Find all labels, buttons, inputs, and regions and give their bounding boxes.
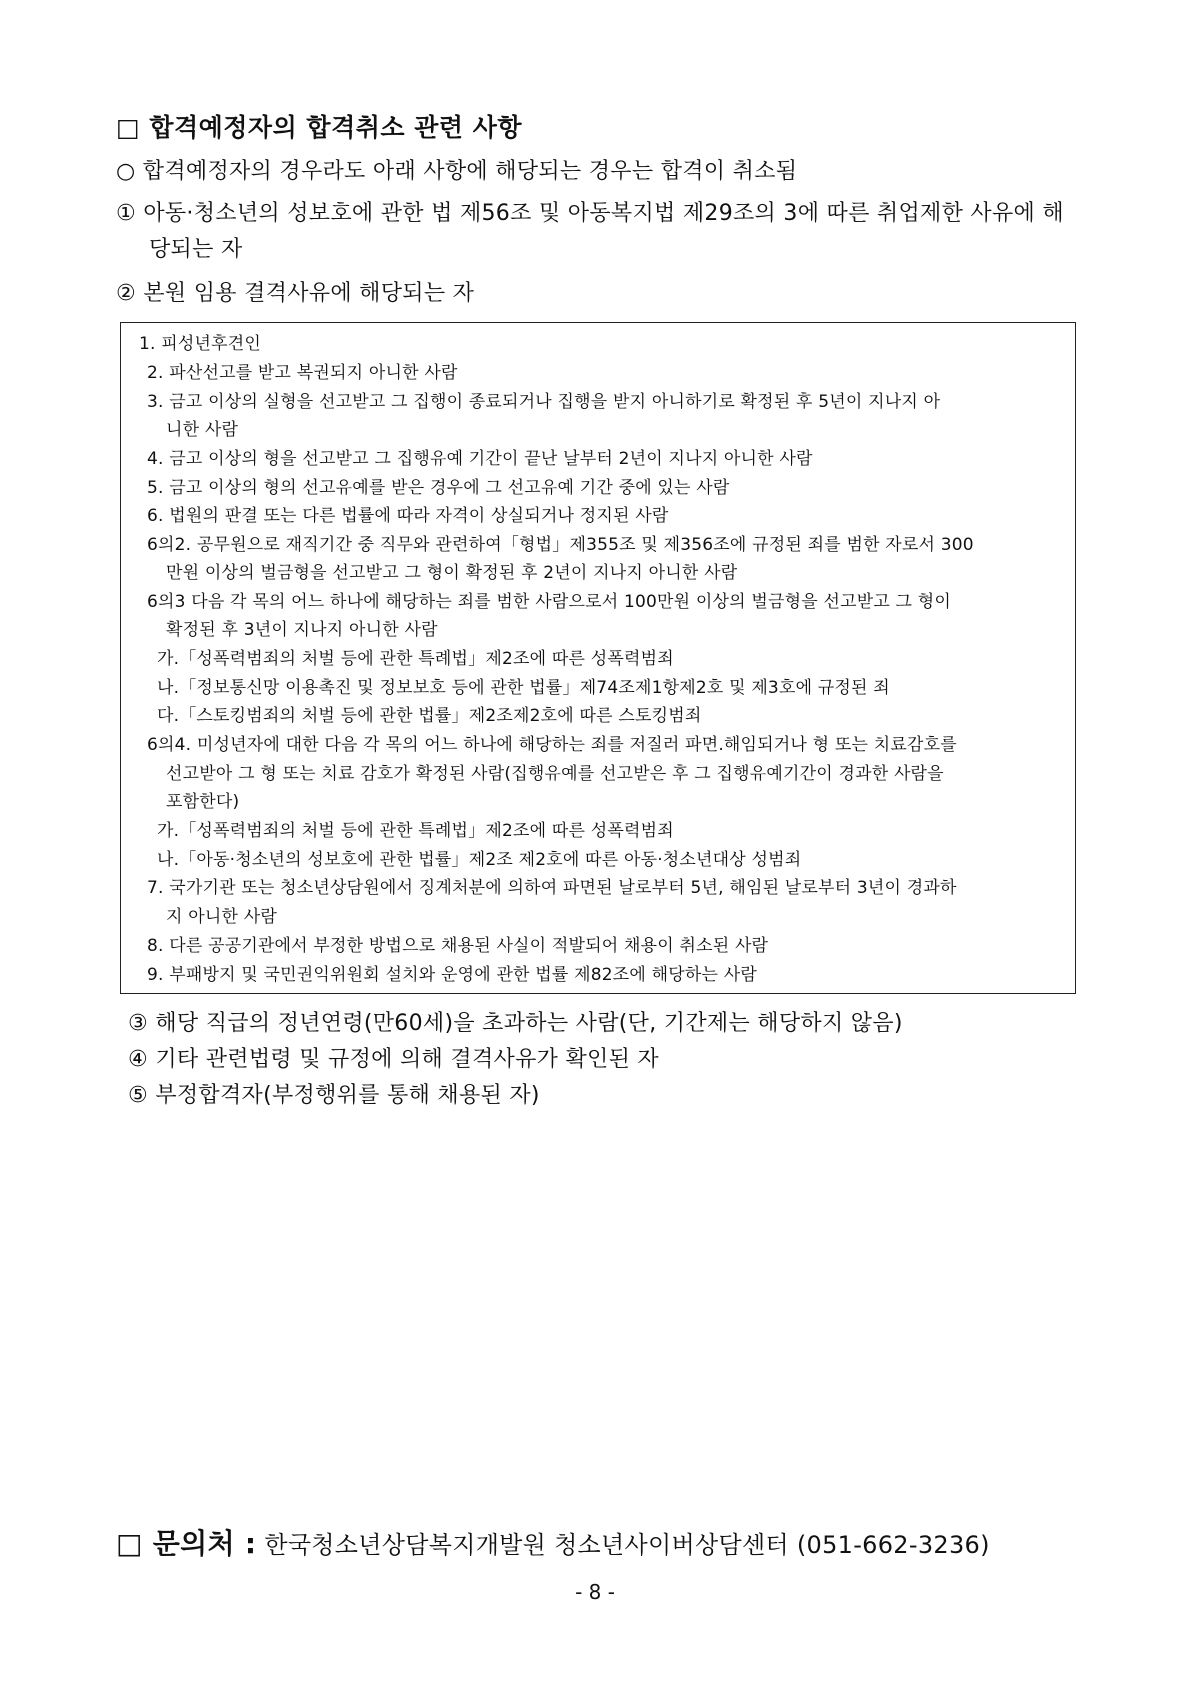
box-line: 니한 사람 bbox=[166, 420, 239, 440]
box-line: 5. 금고 이상의 형의 선고유예를 받은 경우에 그 선고유예 기간 중에 있는 사람 bbox=[147, 478, 730, 498]
item-1-line-1: ① 아동·청소년의 성보호에 관한 법 제56조 및 아동복지법 제29조의 3에 따른 취업제한 사유에 해 bbox=[116, 201, 1064, 226]
box-line: 9. 부패방지 및 국민권익위원회 설치와 운영에 관한 법률 제82조에 해당하는 사람 bbox=[147, 965, 757, 985]
box-line: 지 아니한 사람 bbox=[166, 907, 277, 927]
box-line: 가.「성폭력범죄의 처벌 등에 관한 특례법」제2조에 따른 성폭력범죄 bbox=[157, 821, 674, 841]
item-1-line-2: 당되는 자 bbox=[149, 237, 243, 262]
contact-info bbox=[116, 1522, 990, 1562]
item-3: ③ 해당 직급의 정년연령(만60세)을 초과하는 사람(단, 기간제는 해당하지 않음) bbox=[128, 1011, 903, 1036]
contact-label: □ 문의처 : bbox=[116, 1527, 257, 1560]
item-5: ⑤ 부정합격자(부정행위를 통해 채용된 자) bbox=[128, 1083, 540, 1108]
box-line: 2. 파산선고를 받고 복권되지 아니한 사람 bbox=[147, 363, 458, 383]
box-line: 나.「아동·청소년의 성보호에 관한 법률」제2조 제2호에 따른 아동·청소년대상 성범죄 bbox=[157, 850, 802, 870]
box-line: 나.「정보통신망 이용촉진 및 정보보호 등에 관한 법률」제74조제1항제2호 및 제3호에 규정된 죄 bbox=[157, 678, 890, 698]
box-line: 가.「성폭력범죄의 처벌 등에 관한 특례법」제2조에 따른 성폭력범죄 bbox=[157, 649, 674, 669]
contact-value: 한국청소년상담복지개발원 청소년사이버상담센터 (051-662-3236) bbox=[256, 1531, 990, 1559]
page-number: - 8 - bbox=[575, 1580, 615, 1604]
box-line: 4. 금고 이상의 형을 선고받고 그 집행유예 기간이 끝난 날부터 2년이 지나지 아니한 사람 bbox=[147, 449, 813, 469]
box-line: 만원 이상의 벌금형을 선고받고 그 형이 확정된 후 2년이 지나지 아니한 사람 bbox=[166, 563, 738, 583]
box-line: 3. 금고 이상의 실형을 선고받고 그 집행이 종료되거나 집행을 받지 아니하기로 확정된 후 5년이 지나지 아 bbox=[147, 392, 941, 412]
box-line: 다.「스토킹범죄의 처벌 등에 관한 법률」제2조제2호에 따른 스토킹범죄 bbox=[157, 706, 702, 726]
cancellation-notice: ○ 합격예정자의 경우라도 아래 사항에 해당되는 경우는 합격이 취소됨 bbox=[116, 159, 798, 184]
box-line: 8. 다른 공공기관에서 부정한 방법으로 채용된 사실이 적발되어 채용이 취소된 사람 bbox=[147, 936, 769, 956]
item-4: ④ 기타 관련법령 및 규정에 의해 결격사유가 확인된 자 bbox=[128, 1047, 659, 1072]
section-title: □ 합격예정자의 합격취소 관련 사항 bbox=[116, 113, 523, 142]
box-line: 확정된 후 3년이 지나지 아니한 사람 bbox=[166, 620, 438, 640]
box-line: 7. 국가기관 또는 청소년상담원에서 징계처분에 의하여 파면된 날로부터 5년, 해임된 날로부터 3년이 경과하 bbox=[147, 878, 957, 898]
box-line: 선고받아 그 형 또는 치료 감호가 확정된 사람(집행유예를 선고받은 후 그 집행유예기간이 경과한 사람을 bbox=[166, 764, 944, 784]
item-2: ② 본원 임용 결격사유에 해당되는 자 bbox=[116, 281, 475, 306]
box-line: 6. 법원의 판결 또는 다른 법률에 따라 자격이 상실되거나 정지된 사람 bbox=[147, 506, 669, 526]
box-line: 포함한다) bbox=[166, 792, 240, 812]
disqualification-box bbox=[120, 322, 1076, 994]
box-line: 1. 피성년후견인 bbox=[139, 334, 261, 354]
box-line: 6의4. 미성년자에 대한 다음 각 목의 어느 하나에 해당하는 죄를 저질러 파면.해임되거나 형 또는 치료감호를 bbox=[147, 735, 957, 755]
box-line: 6의2. 공무원으로 재직기간 중 직무와 관련하여「형법」제355조 및 제356조에 규정된 죄를 범한 자로서 300 bbox=[147, 535, 974, 555]
box-line: 6의3 다음 각 목의 어느 하나에 해당하는 죄를 범한 사람으로서 100만원 이상의 벌금형을 선고받고 그 형이 bbox=[147, 592, 952, 612]
